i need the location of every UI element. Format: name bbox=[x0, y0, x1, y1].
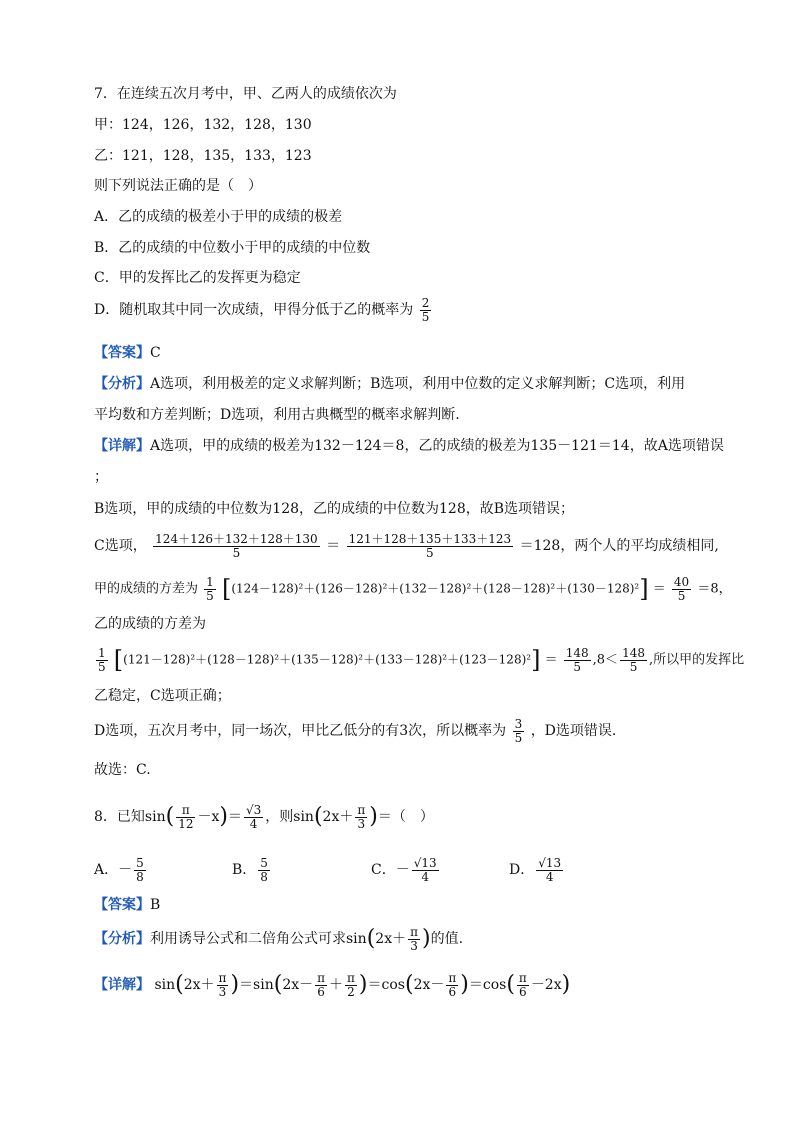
q7-final: 故选：C. bbox=[94, 762, 151, 778]
fraction: $\frac{2}{5}$ bbox=[421, 296, 430, 324]
q7-option-d: D．随机取其中同一次成绩，甲得分低于乙的概率为 $\frac{2}{5}$ bbox=[94, 296, 430, 324]
q7-option-c: C．甲的发挥比乙的发挥更为稳定 bbox=[94, 270, 301, 286]
fraction: $\frac{5}{8}$ bbox=[260, 856, 268, 884]
q7-yi-scores: 乙：121，128，135，133，123 bbox=[94, 148, 312, 164]
fraction: $\frac{\pi}{3}$ bbox=[410, 925, 418, 953]
q7-jia-scores: 甲：124，126，132，128，130 bbox=[94, 117, 312, 133]
q8-detail: 【详解】 sin(2x＋ $\frac{\pi}{3}$ )＝sin(2x－ $\frac{\pi}{6}$ ＋ $\frac{\pi}{2}$ )＝cos(2x－ $\frac{\pi}{6}$ )＝cos( $\frac{\pi}{6}$ －2x) bbox=[94, 971, 571, 999]
q8-stem: 8．已知sin( $\frac{\pi}{12}$ －x)＝ $\frac{√3}{4}$ ，则sin(2x＋ $\frac{\pi}{3}$ )＝（ ） bbox=[94, 803, 434, 831]
detail-tag: 【详解】 bbox=[94, 977, 150, 994]
q7-variance-jia: 甲的成绩的方差为 $\frac{1}{5}$ [(124－128)²＋(126－128)²＋(132－128)²＋(128－128)²＋(130－128)²] ＝ $\frac{40}{5}$ ＝8， bbox=[94, 575, 732, 604]
q7-mean-line: C选项， $\frac{124+126+132+128+130}{5}$ ＝ $\frac{121+128+135+133+123}{5}$ ＝128，两个人的平均成绩相同, bbox=[94, 532, 719, 560]
fraction: $\frac{148}{5}$ bbox=[565, 646, 589, 674]
answer-tag: 【答案】 bbox=[94, 345, 150, 361]
analysis-tag: 【分析】 bbox=[94, 376, 150, 392]
fraction: $\frac{√13}{4}$ bbox=[538, 856, 562, 884]
q8-option-b: B． $\frac{5}{8}$ bbox=[232, 856, 268, 884]
q7-option-b: B．乙的成绩的中位数小于甲的成绩的中位数 bbox=[94, 240, 371, 256]
q7-question: 则下列说法正确的是（ ） bbox=[94, 178, 262, 194]
q7-d-line: D选项，五次月考中，同一场次，甲比乙低分的有3次，所以概率为 $\frac{3}{5}$ ，D选项错误. bbox=[94, 717, 617, 745]
fraction: $\frac{\pi}{2}$ bbox=[347, 971, 355, 999]
fraction: $\frac{√13}{4}$ bbox=[413, 856, 437, 884]
q7-analysis-1: 【分析】A选项，利用极差的定义求解判断；B选项，利用中位数的定义求解判断；C选项，利用 bbox=[94, 376, 686, 392]
fraction: $\frac{1}{5}$ bbox=[98, 646, 106, 674]
detail-tag: 【详解】 bbox=[94, 438, 150, 454]
fraction: $\frac{148}{5}$ bbox=[622, 646, 645, 674]
fraction: $\frac{3}{5}$ bbox=[514, 717, 523, 745]
q8-option-d: D． $\frac{√13}{4}$ bbox=[509, 856, 562, 884]
q7-variance-yi: $\frac{1}{5}$ [(121－128)²＋(128－128)²＋(135－128)²＋(133－128)²＋(123－128)²] ＝ $\frac{148}{5}$ ,8＜ $\frac{148}{5}$ ,所以甲的发挥比 bbox=[98, 646, 745, 675]
fraction: $\frac{5}{8}$ bbox=[136, 856, 144, 884]
q7-analysis-2: 平均数和方差判断；D选项，利用古典概型的概率求解判断. bbox=[94, 407, 460, 423]
q7-detail-1b: ； bbox=[94, 469, 108, 485]
answer-tag: 【答案】 bbox=[94, 897, 150, 913]
fraction: $\frac{\pi}{3}$ bbox=[357, 803, 366, 831]
q7-stem: 7．在连续五次月考中，甲、乙两人的成绩依次为 bbox=[94, 86, 397, 102]
fraction: $\frac{124+126+132+128+130}{5}$ bbox=[155, 532, 318, 560]
q8-analysis: 【分析】利用诱导公式和二倍角公式可求sin(2x＋ $\frac{\pi}{3}$ )的值. bbox=[94, 925, 464, 953]
q7-detail-2: B选项，甲的成绩的中位数为128，乙的成绩的中位数为128，故B选项错误； bbox=[94, 501, 575, 517]
q8-option-c: C．－ $\frac{√13}{4}$ bbox=[371, 856, 437, 884]
fraction: $\frac{40}{5}$ bbox=[673, 575, 690, 603]
fraction: $\frac{√3}{4}$ bbox=[245, 803, 262, 831]
q7-variance-yi-label: 乙的成绩的方差为 bbox=[94, 616, 206, 632]
fraction: $\frac{\pi}{12}$ bbox=[178, 803, 194, 831]
q7-answer: 【答案】C bbox=[94, 345, 161, 361]
fraction: $\frac{121+128+135+133+123}{5}$ bbox=[348, 532, 512, 560]
q7-c-conclusion: 乙稳定，C选项正确； bbox=[94, 688, 231, 704]
fraction: $\frac{\pi}{6}$ bbox=[518, 971, 527, 999]
q8-answer: 【答案】B bbox=[94, 897, 161, 913]
fraction: $\frac{\pi}{6}$ bbox=[448, 971, 457, 999]
fraction: $\frac{1}{5}$ bbox=[206, 575, 214, 603]
q8-option-a: A．－ $\frac{5}{8}$ bbox=[94, 856, 144, 884]
q7-detail-1: 【详解】A选项，甲的成绩的极差为132－124＝8，乙的成绩的极差为135－121＝14，故A选项错误 bbox=[94, 438, 724, 454]
analysis-tag: 【分析】 bbox=[94, 931, 150, 948]
q7-option-a: A．乙的成绩的极差小于甲的成绩的极差 bbox=[94, 209, 343, 225]
fraction: $\frac{\pi}{6}$ bbox=[317, 971, 326, 999]
fraction: $\frac{\pi}{3}$ bbox=[218, 971, 227, 999]
